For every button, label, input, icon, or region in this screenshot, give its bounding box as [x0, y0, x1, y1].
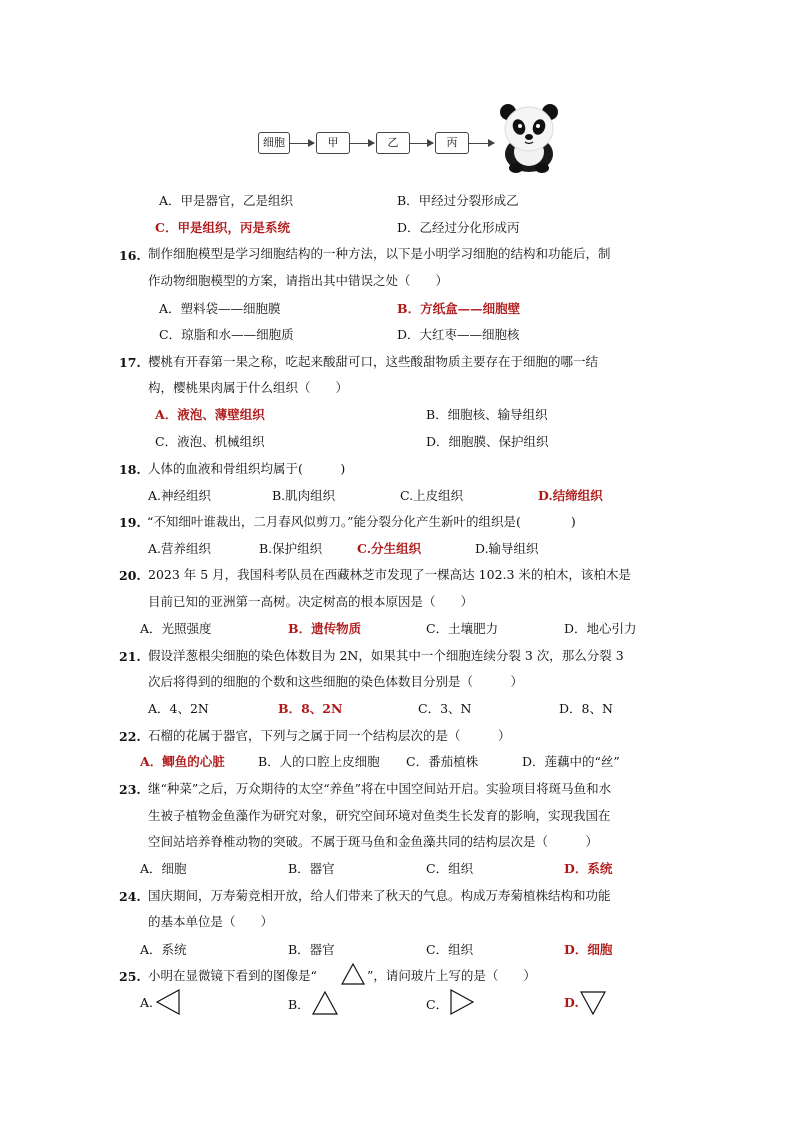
diagram-box-jia: 甲 — [316, 132, 350, 154]
q19-option-b: B.保护组织 — [259, 541, 323, 556]
q17-option-d: D．细胞膜、保护组织 — [426, 434, 549, 449]
q22-option-b: B．人的口腔上皮细胞 — [258, 754, 380, 769]
q23-option-a: A．细胞 — [140, 861, 187, 876]
q16-stem-line2: 作动物细胞模型的方案，请指出其中错误之处（ ） — [148, 273, 449, 288]
panda-icon — [496, 102, 562, 174]
triangle-up-icon — [312, 991, 338, 1015]
q23-stem-line3: 空间站培养脊椎动物的突破。不属于斑马鱼和金鱼藻共同的结构层次是（ ） — [148, 834, 599, 849]
diagram-box-bing: 丙 — [435, 132, 469, 154]
q21-option-b: B．8、2N — [278, 701, 343, 716]
q15-option-a: A．甲是器官，乙是组织 — [159, 193, 294, 208]
q25-stem-pre: 小明在显微镜下看到的图像是“ — [148, 968, 317, 983]
q22-option-a: A．鲫鱼的心脏 — [140, 754, 225, 769]
q21-option-d: D．8、N — [559, 701, 613, 716]
q21-option-c: C．3、N — [418, 701, 472, 716]
q22-number: 22. — [119, 729, 141, 744]
q23-stem-line2: 生被子植物金鱼藻作为研究对象，研究空间环境对鱼类生长发育的影响，实现我国在 — [148, 808, 611, 823]
q18-option-d: D.结缔组织 — [538, 488, 603, 503]
triangle-up-icon — [341, 963, 365, 985]
arrow-icon — [289, 143, 314, 144]
q24-option-d: D．细胞 — [564, 942, 613, 957]
q16-option-b: B．方纸盒——细胞壁 — [397, 301, 521, 316]
q15-option-d: D．乙经过分化形成丙 — [397, 220, 520, 235]
q22-option-d: D．莲藕中的“丝” — [522, 754, 620, 769]
q18-option-c: C.上皮组织 — [400, 488, 464, 503]
q21-number: 21. — [119, 649, 141, 664]
q25-option-b-label: B． — [288, 997, 310, 1012]
triangle-left-icon — [156, 989, 180, 1015]
q20-option-b: B．遗传物质 — [288, 621, 362, 636]
q16-stem-line1: 制作细胞模型是学习细胞结构的一种方法，以下是小明学习细胞的结构和功能后，制 — [148, 246, 611, 261]
q20-stem-line1: 2023 年 5 月，我国科考队员在西藏林芝市发现了一棵高达 102.3 米的柏木，该柏木是 — [148, 567, 631, 582]
q23-number: 23. — [119, 782, 141, 797]
diagram-box-cell: 细胞 — [258, 132, 290, 154]
q21-option-a: A．4、2N — [148, 701, 209, 716]
q25-number: 25. — [119, 969, 141, 984]
q15-option-b: B．甲经过分裂形成乙 — [397, 193, 519, 208]
q17-number: 17. — [119, 355, 141, 370]
q22-stem: 石榴的花属于器官，下列与之属于同一个结构层次的是（ ） — [148, 728, 511, 743]
triangle-right-icon — [450, 989, 474, 1015]
q16-option-c: C．琼脂和水——细胞质 — [159, 327, 294, 342]
arrow-icon — [409, 143, 433, 144]
q17-option-b: B．细胞核、输导组织 — [426, 407, 548, 422]
q16-option-d: D．大红枣——细胞核 — [397, 327, 520, 342]
q24-stem-line1: 国庆期间，万寿菊竞相开放，给人们带来了秋天的气息。构成万寿菊植株结构和功能 — [148, 888, 611, 903]
q25-option-d-label: D. — [564, 995, 579, 1010]
q16-number: 16. — [119, 248, 141, 263]
q24-option-a: A．系统 — [140, 942, 187, 957]
q19-option-c: C.分生组织 — [357, 541, 422, 556]
arrow-icon — [468, 143, 494, 144]
q19-stem: “不知细叶谁裁出，二月春风似剪刀。”能分裂分化产生新叶的组织是( ) — [147, 514, 576, 529]
q20-option-a: A．光照强度 — [140, 621, 212, 636]
diagram-box-yi: 乙 — [376, 132, 410, 154]
q21-stem-line1: 假设洋葱根尖细胞的染色体数目为 2N，如果其中一个细胞连续分裂 3 次，那么分裂 3 — [148, 648, 624, 663]
q15-option-c: C．甲是组织，丙是系统 — [155, 220, 290, 235]
q23-stem-line1: 继“种菜”之后，万众期待的太空“养鱼”将在中国空间站开启。实验项目将斑马鱼和水 — [148, 781, 612, 796]
q20-stem-line2: 目前已知的亚洲第一高树。决定树高的根本原因是（ ） — [148, 594, 474, 609]
q19-option-a: A.营养组织 — [148, 541, 212, 556]
arrow-icon — [349, 143, 374, 144]
q22-option-c: C．番茄植株 — [406, 754, 479, 769]
q24-option-b: B．器官 — [288, 942, 335, 957]
triangle-down-icon — [580, 991, 606, 1015]
q18-number: 18. — [119, 462, 141, 477]
q17-stem-line2: 构，樱桃果肉属于什么组织（ ） — [148, 380, 349, 395]
q20-option-c: C．土壤肥力 — [426, 621, 499, 636]
q25-stem-post: ”，请问玻片上写的是（ ） — [367, 968, 536, 983]
q19-option-d: D.输导组织 — [475, 541, 539, 556]
q24-stem-line2: 的基本单位是（ ） — [148, 914, 274, 929]
q16-option-a: A．塑料袋——细胞膜 — [159, 301, 281, 316]
q23-option-c: C．组织 — [426, 861, 474, 876]
q18-option-b: B.肌肉组织 — [272, 488, 336, 503]
q25-option-a-label: A. — [140, 995, 154, 1010]
q23-option-b: B．器官 — [288, 861, 335, 876]
q17-stem-line1: 樱桃有开春第一果之称，吃起来酸甜可口，这些酸甜物质主要存在于细胞的哪一结 — [148, 354, 599, 369]
q24-option-c: C．组织 — [426, 942, 474, 957]
q23-option-d: D．系统 — [564, 861, 613, 876]
q18-option-a: A.神经组织 — [148, 488, 212, 503]
q25-option-c-label: C． — [426, 997, 449, 1012]
q17-option-a: A．液泡、薄壁组织 — [155, 407, 265, 422]
q18-stem: 人体的血液和骨组织均属于( ) — [148, 461, 346, 476]
q20-number: 20. — [119, 568, 141, 583]
q24-number: 24. — [119, 889, 141, 904]
q19-number: 19. — [119, 515, 141, 530]
q20-option-d: D．地心引力 — [564, 621, 637, 636]
q17-option-c: C．液泡、机械组织 — [155, 434, 265, 449]
q21-stem-line2: 次后将得到的细胞的个数和这些细胞的染色体数目分别是（ ） — [148, 674, 524, 689]
